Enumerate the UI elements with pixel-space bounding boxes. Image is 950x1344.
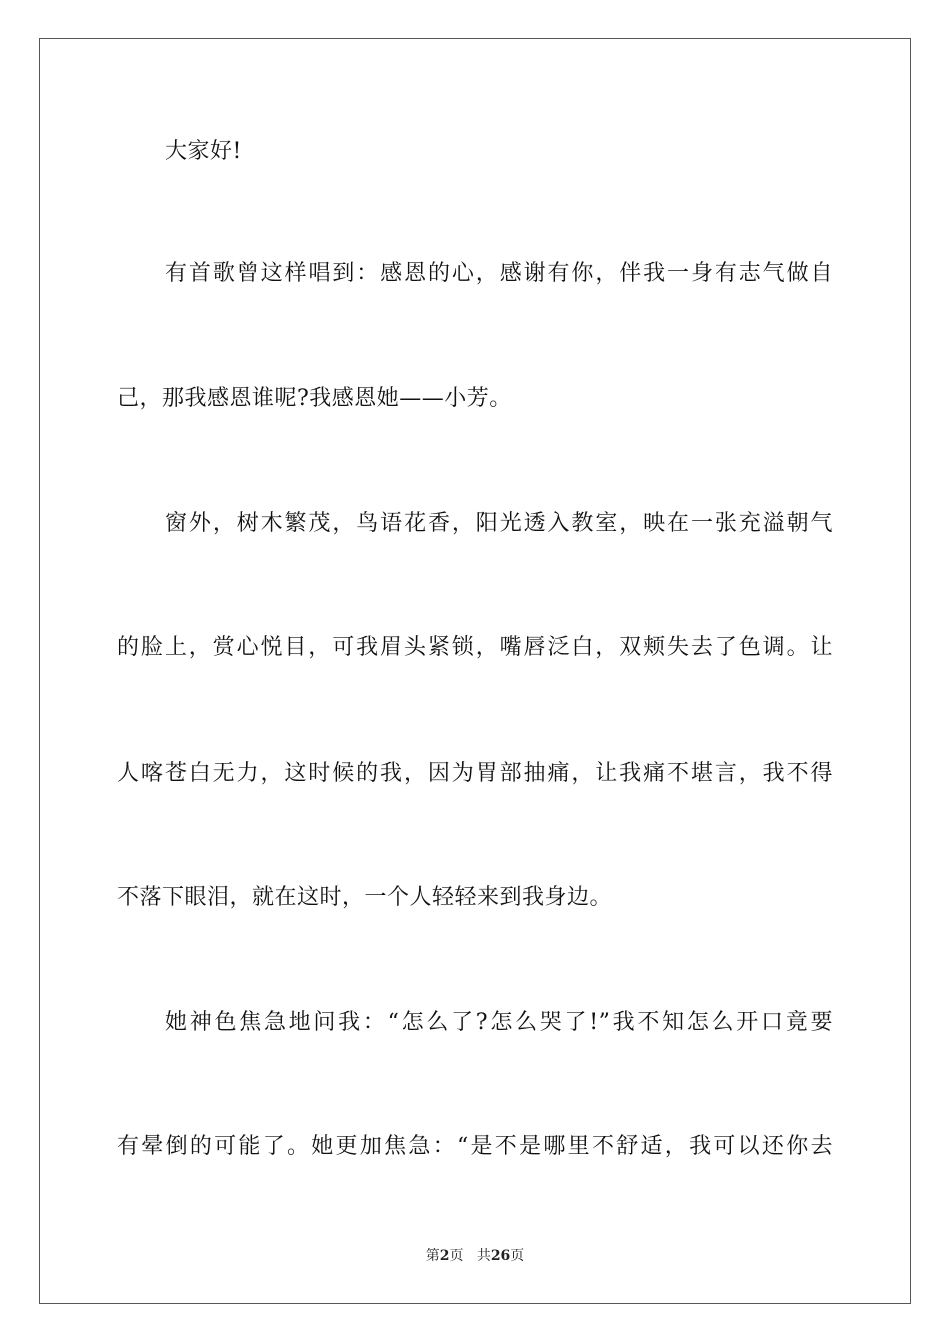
paragraph-line: 窗外，树木繁茂，鸟语花香，阳光透入教室，映在一张充溢朝气 xyxy=(165,511,833,536)
page-prefix: 第 xyxy=(425,1248,440,1264)
paragraph-line: 有首歌曾这样唱到：感恩的心，感谢有你，伴我一身有志气做自 xyxy=(165,261,833,286)
paragraph-line: 的脸上，赏心悦目，可我眉头紧锁，嘴唇泛白，双颊失去了色调。让 xyxy=(117,635,833,660)
page-suffix: 页 xyxy=(449,1248,464,1264)
page-frame xyxy=(39,38,911,1304)
paragraph-line: 她神色焦急地问我：“怎么了?怎么哭了!”我不知怎么开口竟要 xyxy=(165,1010,833,1035)
total-pages: 26 xyxy=(490,1248,511,1264)
total-prefix: 共 xyxy=(476,1248,491,1264)
paragraph-line: 不落下眼泪，就在这时，一个人轻轻来到我身边。 xyxy=(117,885,613,910)
page-footer xyxy=(0,1246,950,1266)
paragraph-line: 有晕倒的可能了。她更加焦急：“是不是哪里不舒适，我可以还你去 xyxy=(117,1134,833,1159)
paragraph-line: 己，那我感恩谁呢?我感恩她——小芳。 xyxy=(117,386,512,411)
total-suffix: 页 xyxy=(510,1248,525,1264)
page-number: 2 xyxy=(439,1248,450,1264)
paragraph-line: 人喀苍白无力，这时候的我，因为胃部抽痛，让我痛不堪言，我不得 xyxy=(117,761,833,786)
paragraph-greeting: 大家好! xyxy=(165,139,242,164)
